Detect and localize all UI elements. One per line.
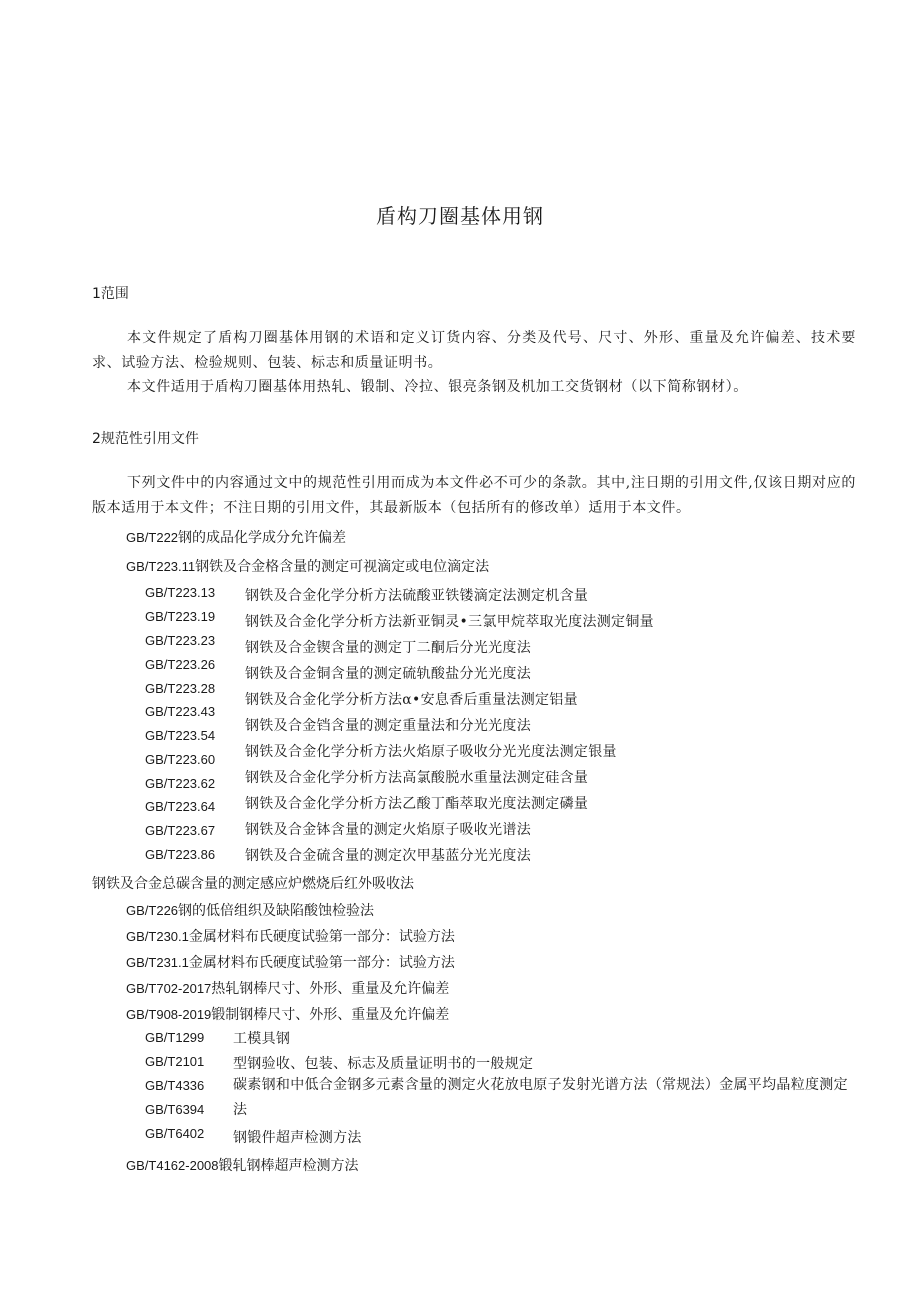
- reference-line: [126, 900, 374, 920]
- reference-code: GB/T223.43: [145, 704, 216, 719]
- reference-code: GB/T222: [126, 530, 179, 545]
- reference-title: 锻制钢棒尺寸、外形、重量及允许偏差: [211, 1007, 450, 1023]
- reference-code: GB/T2101: [145, 1054, 205, 1069]
- reference-title: 碳素钢和中低合金钢多元素含量的测定火花放电原子发射光谱方法（常规法）金属平均晶粒度测定法: [233, 1077, 848, 1118]
- reference-title: 工模具钢: [233, 1031, 291, 1047]
- reference-code: GB/T230.1: [126, 929, 189, 944]
- reference-title: 热轧钢棒尺寸、外形、重量及允许偏差: [211, 981, 450, 997]
- reference-line: [126, 926, 455, 946]
- reference-code: GB/T223.62: [145, 776, 216, 791]
- reference-code: GB/T223.23: [145, 633, 216, 648]
- reference-title: 钢铁及合金铛含量的测定重量法和分光光度法: [245, 718, 531, 734]
- reference-code: GB/T223.86: [145, 847, 216, 862]
- reference-code: GB/T702-2017: [126, 981, 212, 996]
- reference-code: GB/T4336: [145, 1078, 205, 1093]
- reference-line: [126, 978, 449, 998]
- reference-code: GB/T6394: [145, 1102, 205, 1117]
- reference-title: 钢铁及合金格含量的测定可视滴定或电位滴定法: [195, 559, 490, 575]
- section-2-heading: 2规范性引用文件: [92, 431, 199, 447]
- reference-line: [126, 527, 346, 547]
- reference-code: GB/T223.64: [145, 799, 216, 814]
- reference-title: 钢铁及合金化学分析方法α•安息香后重量法测定铝量: [245, 692, 578, 708]
- reference-code: GB/T223.11: [126, 559, 196, 574]
- reference-code: GB/T223.54: [145, 728, 216, 743]
- reference-line: [126, 556, 489, 576]
- reference-code: GB/T223.26: [145, 657, 216, 672]
- reference-title: 金属材料布氏硬度试验第一部分：试验方法: [188, 955, 455, 971]
- reference-title: 锻轧钢棒超声检测方法: [218, 1158, 359, 1174]
- reference-title: 钢铁及合金化学分析方法新亚铜灵•三氯甲烷萃取光度法测定铜量: [245, 614, 654, 630]
- reference-title: 钢铁及合金铜含量的测定硫轨酸盐分光光度法: [245, 666, 531, 682]
- section-1-paragraph-2: 本文件适用于盾构刀圈基体用热轧、锻制、冷拉、银亮条钢及机加工交货钢材（以下简称钢材）。: [127, 379, 748, 395]
- section-1-paragraph-1: 本文件规定了盾构刀圈基体用钢的术语和定义订货内容、分类及代号、尺寸、外形、重量及允许偏差、技术要求、试验方法、检验规则、包装、标志和质量证明书。: [92, 330, 856, 371]
- reference-line: [126, 1004, 449, 1024]
- page-title: 盾构刀圈基体用钢: [376, 204, 544, 228]
- reference-code: GB/T223.67: [145, 823, 216, 838]
- reference-title: 钢的低倍组织及缺陷酸蚀检验法: [178, 903, 375, 919]
- reference-line: [126, 952, 455, 972]
- reference-title: 金属材料布氏硬度试验第一部分：试验方法: [188, 929, 455, 945]
- reference-code: GB/T223.60: [145, 752, 216, 767]
- reference-title: 钢铁及合金化学分析方法火焰原子吸收分光光度法测定银量: [245, 744, 617, 760]
- reference-code: GB/T226: [126, 903, 179, 918]
- section-2-paragraph-1: 下列文件中的内容通过文中的规范性引用而成为本文件必不可少的条款。其中,注日期的引用文件,仅该日期对应的版本适用于本文件；不注日期的引用文件，其最新版本（包括所有的修改单）适用于本文件。: [92, 475, 856, 516]
- reference-code: GB/T231.1: [126, 955, 189, 970]
- reference-title: 钢铁及合金硫含量的测定次甲基蓝分光光度法: [245, 848, 531, 864]
- reference-carbon-line: 钢铁及合金总碳含量的测定感应炉燃烧后红外吸收法: [92, 876, 414, 892]
- reference-title: 钢铁及合金钵含量的测定火焰原子吸收光谱法: [245, 822, 531, 838]
- reference-title: 钢铁及合金锲含量的测定丁二酮后分光光度法: [245, 640, 531, 656]
- reference-code: GB/T223.13: [145, 585, 216, 600]
- reference-code: GB/T223.19: [145, 609, 216, 624]
- section-1-heading: 1范围: [92, 286, 129, 302]
- reference-code: GB/T223.28: [145, 681, 216, 696]
- reference-title: 钢铁及合金化学分析方法高氯酸脱水重量法测定硅含量: [245, 770, 589, 786]
- reference-title: 钢锻件超声检测方法: [233, 1130, 362, 1146]
- reference-code: GB/T1299: [145, 1030, 205, 1045]
- reference-title: 钢的成品化学成分允许偏差: [178, 530, 347, 546]
- reference-code: GB/T6402: [145, 1126, 205, 1141]
- reference-line: [126, 1155, 359, 1175]
- reference-code: GB/T908-2019: [126, 1007, 212, 1022]
- reference-code: GB/T4162-2008: [126, 1158, 219, 1173]
- reference-title: 钢铁及合金化学分析方法乙酸丁酯萃取光度法测定磷量: [245, 796, 589, 812]
- reference-title: 钢铁及合金化学分析方法硫酸亚铁镂滴定法测定机含量: [245, 588, 589, 604]
- reference-title: 型钢验收、包装、标志及质量证明书的一般规定: [233, 1056, 534, 1072]
